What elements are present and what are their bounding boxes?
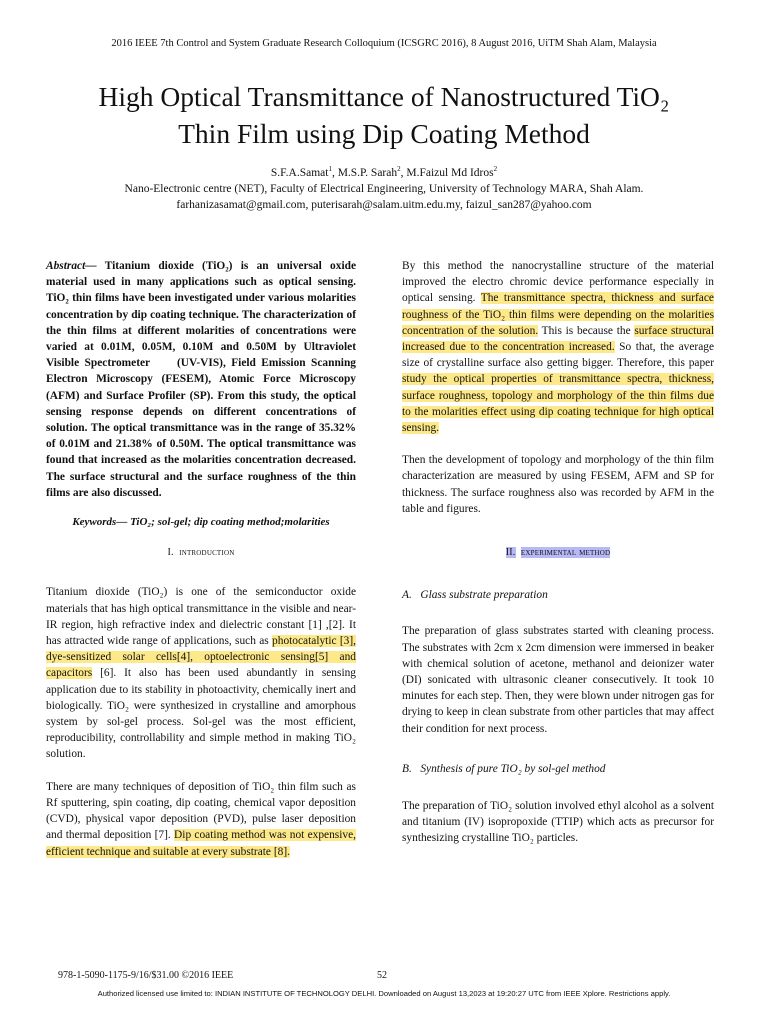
text-run: Titanium dioxide (TiO₂) is one of the semiconductor oxide materials that has high optical transmittance in the visible and near-IR region, high refractive index and dielectric constant [1] ,[2]. It has attracted wide range of applications, such as [46,586,356,648]
text-run: There are many techniques of deposition of TiO₂ thin film such as Rf sputtering, spin coating, dip coating, chemical vapor deposition (CVD), physical vapor deposition (PVD), pulse laser deposition and thermal deposition [7]. [46,780,356,842]
intro-paragraph-1 [46,584,356,762]
keywords: Keywords— TiO₂; sol-gel; dip coating method;molarities [72,516,330,529]
subsection-a: A. Glass substrate preparation [402,589,548,602]
intro-paragraph-2 [46,779,356,860]
highlight: surface structural increased due to the concentration increased. [402,324,714,354]
abstract-label: Abstract— [46,260,97,272]
section-number: II. [505,547,516,559]
section-heading-experimental [402,545,714,561]
text-run: This is because the [538,324,635,337]
right-paragraph-1 [402,258,714,436]
title-line-2: Thin Film using Dip Coating Method [178,118,590,149]
right-paragraph-2: Then the development of topology and morphology of the thin film characterization are measured by using FESEM, AFM and SP for thickness. The surface roughness also was recorded by AFM in the table and figures. [402,454,714,515]
text-run: By this method the nanocrystalline structure of the material improved the electro chromic device performance especially in optical sensing. [402,260,714,305]
highlight: photocatalytic [3], dye-sensitized solar cells[4], optoelectronic sensing[5] and capacitors [46,635,357,680]
section-title: introduction [179,547,235,559]
section-title: experimental method [520,547,611,559]
text-run: So that, the average size of crystalline surface also getting bigger. Therefore, this paper [402,341,715,370]
text-run: [6]. It also has been used abundantly in sensing application due to its stability in photoactivity, chemically inert and biologically. TiO₂ were synthesized in crystalline and amorphous system by sol-gel process. Sol-gel was the most efficient, reproducibility, controllability and simple method in making TiO₂ solution. [46,667,356,761]
footer-isbn: 978-1-5090-1175-9/16/$31.00 ©2016 IEEE [58,970,234,981]
right-paragraph-4: The preparation of TiO₂ solution involved ethyl alcohol as a solvent and titanium (IV) isopropoxide (TTIP) which acts as precursor for synthesizing crystalline TiO₂ particles. [402,800,714,845]
title-line-1: High Optical Transmittance of Nanostructured TiO₂ [98,81,670,112]
page-number: 52 [377,970,387,981]
author-sep: , [400,166,407,179]
author-sep: , [331,166,338,179]
right-column [402,258,714,847]
paper-title [40,78,728,152]
abstract-text: Titanium dioxide (TiO₂) is an universal oxide material used in many applications such as optical sensing. TiO₂ thin films have been investigated under various molarities concentration by dip coating technique. The characterization of the thin films at different molarities of concentrations were varied at 0.01M, 0.05M, 0.10M and 0.50M by Ultraviolet Visible Spectrometer (UV-VIS), Field Emission Scanning Electron Microscopy (FESEM), Atomic Force Microscopy (AFM) and Surface Profiler (SP). From this study, the optical sensing response depends on different concentrations of solution. The optical transmittance was in the range of 35.32% of 0.01M and 21.38% of 0.50M. The optical transmittance was found that increased as the molarities concentration decreased. The surface structural and the surface roughness of the thin films are also discussed. [46,260,356,499]
highlight: study the optical properties of transmittance spectra, thickness, surface roughness, topology and morphology of the thin films due to the molarities effect using dip coating technique for high optical sensing. [402,373,714,435]
license-notice: Authorized licensed use limited to: INDIAN INSTITUTE OF TECHNOLOGY DELHI. Downloaded on August 13,2023 at 19:20:27 UTC from IEEE Xplore. Restrictions apply. [97,989,671,998]
author-3: M.Faizul Md Idros [406,166,494,179]
section-heading-introduction [46,545,356,561]
author-2-affil: 2 [397,165,401,173]
highlight: The transmittance spectra, thickness and surface roughness of the TiO₂ thin films were depending on the molarities concentration of the solution. [402,292,714,337]
conference-header: 2016 IEEE 7th Control and System Graduate Research Colloquium (ICSGRC 2016), 8 August 2016, UiTM Shah Alam, Malaysia [111,38,657,49]
author-names [0,161,768,181]
abstract [46,258,356,501]
author-2: M.S.P. Sarah [337,166,398,179]
author-3-affil: 2 [493,165,498,173]
highlight: Dip coating method was not expensive, efficient technique and suitable at every substrate [8]. [46,829,357,858]
affiliation: Nano-Electronic centre (NET), Faculty of Electrical Engineering, University of Technology MARA, Shah Alam. [124,182,644,195]
author-block [0,161,768,213]
author-1-affil: 1 [328,165,332,173]
left-column [46,258,356,860]
subsection-b: B. Synthesis of pure TiO₂ by sol-gel method [402,762,606,775]
emails: farhanizasamat@gmail.com, puterisarah@salam.uitm.edu.my, faizul_san287@yahoo.com [176,198,592,211]
section-number: I. [167,547,174,559]
right-paragraph-3: The preparation of glass substrates started with cleaning process. The substrates with 2cm x 2cm dimension were immersed in beaker with chemical solution of acetone, methanol and deionizer water (DI) sonicated with ultrasonic cleaner consecutively. It took 10 minutes for each step. Then, they were blown under nitrogen gas for drying to keep in clean substrate from other particles that may affect their condition for next process. [402,625,714,735]
author-1: S.F.A.Samat [270,166,329,179]
